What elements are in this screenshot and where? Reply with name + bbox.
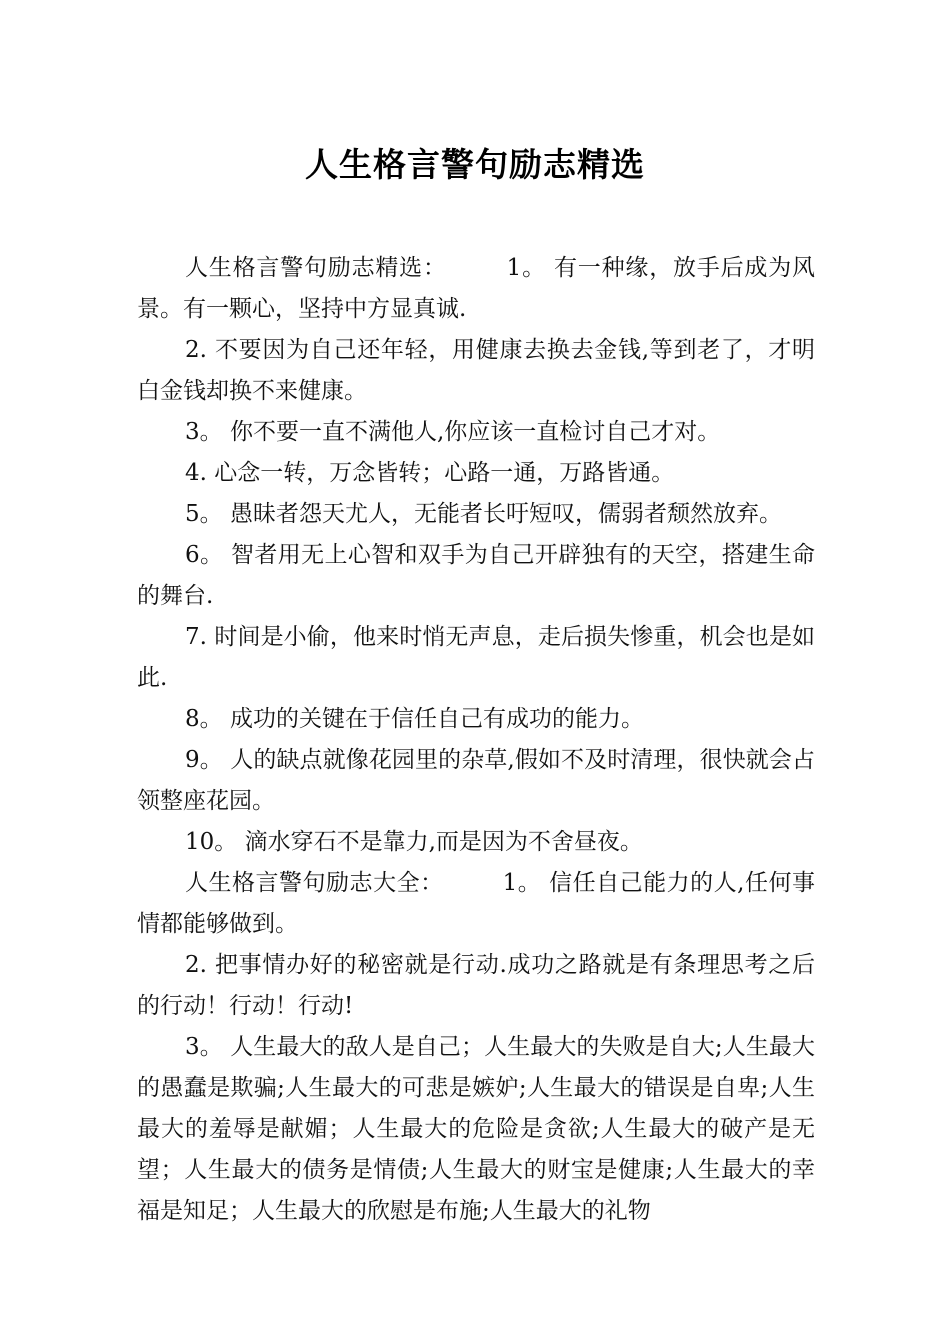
- paragraph: 10。 滴水穿石不是靠力,而是因为不舍昼夜。: [185, 829, 643, 855]
- paragraph: 2. 不要因为自己还年轻，用健康去换去金钱,等到老了，才明白金钱却换不来健康。: [137, 337, 815, 404]
- document-title: 人生格言警句励志精选: [305, 145, 645, 184]
- paragraph: 8。 成功的关键在于信任自己有成功的能力。: [185, 706, 644, 732]
- paragraph: 4. 心念一转，万念皆转；心路一通，万路皆通。: [185, 460, 675, 486]
- paragraph: 3。 人生最大的敌人是自己；人生最大的失败是自大;人生最大的愚蠢是欺骗;人生最大的可悲是嫉妒;人生最大的错误是自卑;人生最大的羞辱是献媚；人生最大的危险是贪欲;人生最大的破产是无望；人生最大的债务是情债;人生最大的财宝是健康;人生最大的幸福是知足；人生最大的欣慰是布施;人生最大的礼物: [137, 1034, 815, 1224]
- paragraph: 6。 智者用无上心智和双手为自己开辟独有的天空，搭建生命的舞台.: [137, 542, 815, 609]
- paragraph: 人生格言警句励志大全： 1。 信任自己能力的人,任何事情都能够做到。: [137, 870, 815, 937]
- paragraph: 9。 人的缺点就像花园里的杂草,假如不及时清理，很快就会占领整座花园。: [137, 747, 815, 814]
- paragraph: 2. 把事情办好的秘密就是行动.成功之路就是有条理思考之后的行动！行动！行动!: [137, 952, 815, 1019]
- paragraph: 5。 愚昧者怨天尤人，无能者长吁短叹，儒弱者颓然放弃。: [185, 501, 782, 527]
- document-body: [137, 248, 815, 1232]
- paragraph: 3。 你不要一直不满他人,你应该一直检讨自己才对。: [185, 419, 721, 445]
- paragraph: 人生格言警句励志精选： 1。 有一种缘，放手后成为风景。有一颗心，坚持中方显真诚.: [137, 255, 815, 322]
- paragraph: 7. 时间是小偷，他来时悄无声息，走后损失惨重，机会也是如此.: [137, 624, 815, 691]
